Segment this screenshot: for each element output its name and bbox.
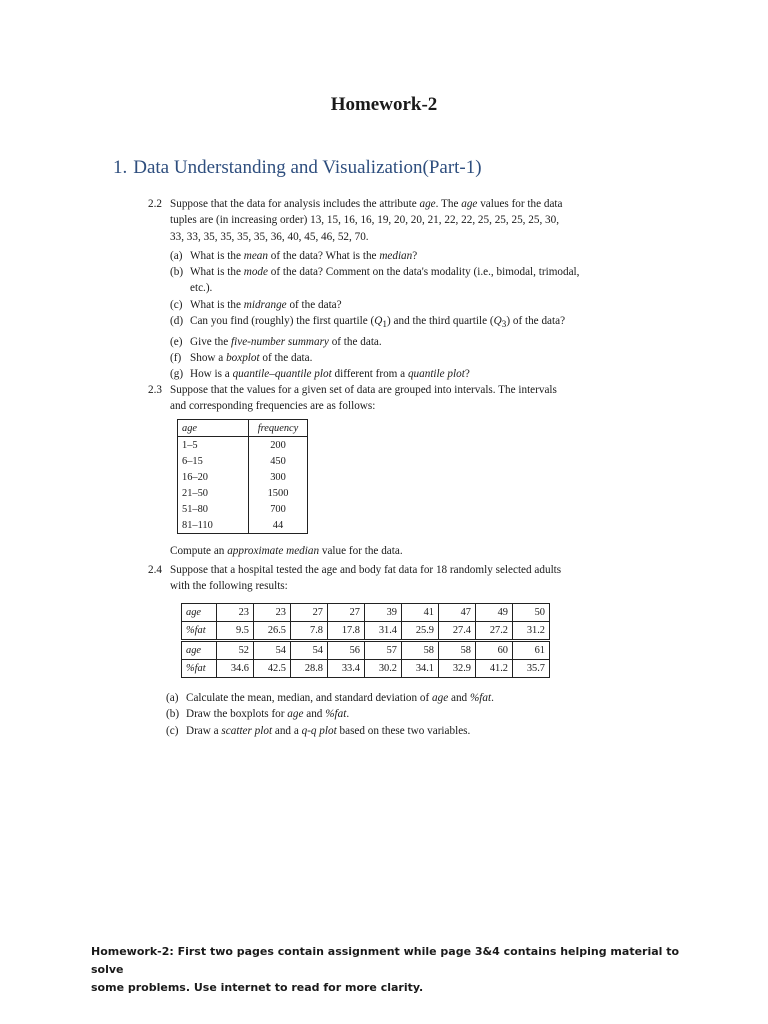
age-cell: 57: [365, 642, 402, 660]
age-cell: 54: [254, 642, 291, 660]
sub-question-b: (b) Draw the boxplots for age and %fat.: [166, 708, 350, 721]
fat-cell: 27.2: [476, 622, 513, 640]
data-values-line: tuples are (in increasing order) 13, 15, 16, 16, 19, 20, 20, 21, 22, 22, 25, 25, 25, 25, 30,: [170, 214, 560, 227]
table-row: [178, 517, 308, 534]
frequency-cell: 1500: [267, 487, 289, 499]
age-cell: 52: [217, 642, 254, 660]
table-row: [178, 485, 308, 501]
question-2-2: [148, 196, 588, 383]
page-title: Homework-2: [330, 94, 438, 115]
fat-cell: 41.2: [476, 660, 513, 678]
fat-cell: 7.8: [291, 622, 328, 640]
age-cell: 50: [513, 604, 550, 622]
age-cell: 58: [402, 642, 439, 660]
age-cell: 23: [217, 604, 254, 622]
fat-cell: 28.8: [291, 660, 328, 678]
frequency-cell: 200: [270, 439, 286, 451]
sub-question-a: (a) What is the mean of the data? What is the median?: [170, 249, 418, 262]
sub-question-g: (g) How is a quantile–quantile plot different from a quantile plot?: [170, 368, 470, 381]
question-number: 2.2: [148, 198, 162, 210]
age-cell: 23: [254, 604, 291, 622]
section-heading: [113, 157, 482, 179]
sub-question-e: (e) Give the five-number summary of the data.: [170, 335, 382, 348]
age-cell: 41: [402, 604, 439, 622]
frequency-cell: 44: [272, 519, 284, 531]
question-2-3-followup: Compute an approximate median value for the data.: [170, 545, 403, 557]
age-cell: 27: [328, 604, 365, 622]
age-interval-cell: 21–50: [178, 485, 249, 501]
fat-cell: 25.9: [402, 622, 439, 640]
question-2-4: 2.4 Suppose that a hospital tested the age and body fat data for 18 randomly selected adults with the following results:: [148, 564, 562, 593]
question-2-3: 2.3 Suppose that the values for a given set of data are grouped into intervals. The intervals and corresponding frequencies are as follows:: [148, 384, 557, 413]
row-header: %fat: [182, 660, 217, 678]
age-cell: 27: [291, 604, 328, 622]
row-header: age: [182, 642, 217, 660]
table-row: [178, 437, 308, 454]
sub-question-c: (c) What is the midrange of the data?: [170, 298, 342, 311]
sub-question-a: (a) Calculate the mean, median, and standard deviation of age and %fat.: [166, 692, 494, 704]
table-row: [182, 622, 550, 640]
sub-question-c: (c) Draw a scatter plot and a q-q plot based on these two variables.: [166, 724, 471, 737]
data-values-line: 33, 33, 35, 35, 35, 35, 36, 40, 45, 46, 52, 70.: [170, 230, 369, 243]
frequency-cell: 450: [270, 455, 286, 467]
age-interval-cell: 16–20: [178, 469, 249, 485]
question-2-2-intro: 2.2 Suppose that the data for analysis includes the attribute age. The age values for the data: [148, 196, 588, 212]
table-row: [178, 453, 308, 469]
table-row: [182, 604, 550, 622]
fat-cell: 31.4: [365, 622, 402, 640]
age-fat-table-1: [181, 603, 550, 640]
sub-question-f: (f) Show a boxplot of the data.: [170, 351, 313, 364]
age-interval-cell: 1–5: [178, 437, 249, 454]
age-interval-cell: 81–110: [178, 517, 249, 534]
frequency-cell: 300: [270, 471, 286, 483]
table-header-row: [178, 420, 308, 437]
age-cell: 60: [476, 642, 513, 660]
section-number: 1.: [113, 157, 128, 178]
fat-cell: 35.7: [513, 660, 550, 678]
column-header: frequency: [249, 420, 308, 437]
age-cell: 39: [365, 604, 402, 622]
question-2-4-subquestions: [166, 690, 586, 739]
table-row: [182, 660, 550, 678]
age-cell: 61: [513, 642, 550, 660]
fat-cell: 27.4: [439, 622, 476, 640]
age-cell: 56: [328, 642, 365, 660]
fat-cell: 30.2: [365, 660, 402, 678]
fat-cell: 9.5: [217, 622, 254, 640]
fat-cell: 33.4: [328, 660, 365, 678]
frequency-table: [177, 419, 308, 534]
column-header: age: [178, 420, 249, 437]
fat-cell: 34.6: [217, 660, 254, 678]
age-cell: 58: [439, 642, 476, 660]
fat-cell: 26.5: [254, 622, 291, 640]
age-interval-cell: 6–15: [178, 453, 249, 469]
row-header: age: [182, 604, 217, 622]
age-cell: 47: [439, 604, 476, 622]
row-header: %fat: [182, 622, 217, 640]
question-number: 2.4: [148, 564, 162, 576]
table-row: [178, 469, 308, 485]
age-interval-cell: 51–80: [178, 501, 249, 517]
fat-cell: 42.5: [254, 660, 291, 678]
frequency-cell: 700: [270, 503, 286, 515]
age-cell: 54: [291, 642, 328, 660]
fat-cell: 32.9: [439, 660, 476, 678]
table-row: [178, 501, 308, 517]
fat-cell: 17.8: [328, 622, 365, 640]
fat-cell: 31.2: [513, 622, 550, 640]
question-number: 2.3: [148, 384, 162, 396]
sub-question-b: (b) What is the mode of the data? Comment on the data's modality (i.e., bimodal, trimodal, etc.).: [170, 266, 580, 295]
table-row: [182, 642, 550, 660]
age-fat-table-2: [181, 641, 550, 678]
sub-question-d: (d) Can you find (roughly) the first quartile $(Q_1)$ and the third quartile $(Q_3)$ of the data?: [170, 315, 566, 331]
footer-note: Homework-2: First two pages contain assignment while page 3&4 contains helping material to solve some problems. Use internet to read for more clarity.: [91, 945, 680, 994]
section-title: Data Understanding and Visualization(Part-1): [133, 157, 482, 178]
fat-cell: 34.1: [402, 660, 439, 678]
age-cell: 49: [476, 604, 513, 622]
